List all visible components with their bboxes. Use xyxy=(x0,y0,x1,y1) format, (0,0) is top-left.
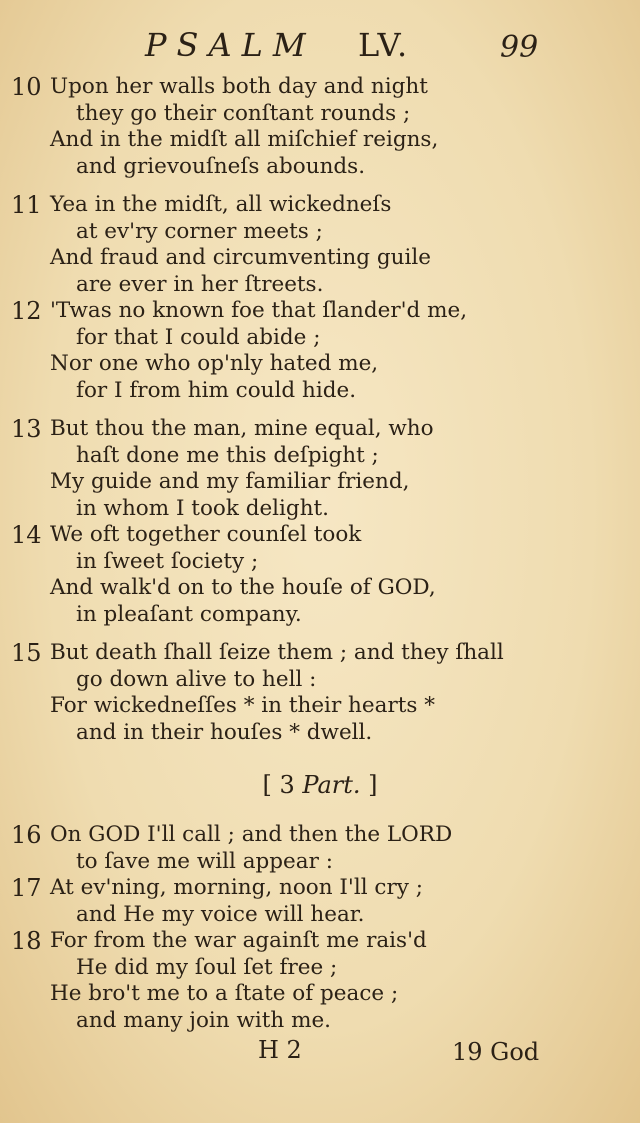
verse-line: And fraud and circumventing guile xyxy=(50,245,431,270)
stanza-18 xyxy=(0,928,640,1034)
stanza-15 xyxy=(0,640,640,746)
verse-line: 'Twas no known foe that ſlander'd me, xyxy=(50,298,468,323)
verse-number: 12 xyxy=(11,297,42,325)
page-footer xyxy=(0,1036,640,1076)
verse-line: But thou the man, mine equal, who xyxy=(50,416,434,441)
verse-line: and grievouſneſs abounds. xyxy=(76,153,366,179)
stanza-11 xyxy=(0,192,640,298)
signature-mark: H 2 xyxy=(258,1036,302,1064)
stanza-17 xyxy=(0,875,640,928)
verse-line: My guide and my familiar friend, xyxy=(50,469,410,494)
verse-line: We oft together counſel took xyxy=(50,522,362,547)
verse-number: 15 xyxy=(11,639,42,667)
verse-line: Nor one who op'nly hated me, xyxy=(50,351,379,376)
verse-line: He bro't me to a ſtate of peace ; xyxy=(50,981,399,1006)
verse-line: are ever in her ſtreets. xyxy=(76,271,324,297)
verse-number: 14 xyxy=(11,521,42,549)
catchword: 19 God xyxy=(452,1038,540,1066)
verse-line: For from the war againſt me rais'd xyxy=(50,928,427,953)
verse-number: 13 xyxy=(11,415,42,443)
verse-line: they go their conſtant rounds ; xyxy=(76,100,411,126)
verse-line: For wickedneſſes * in their hearts * xyxy=(50,693,435,718)
stanza-16 xyxy=(0,822,640,875)
verses xyxy=(0,74,640,1034)
part-close: ] xyxy=(368,771,378,799)
verse-number: 18 xyxy=(11,927,42,955)
verse-line: But death ſhall ſeize them ; and they ſhall xyxy=(50,640,504,665)
verse-line: On GOD I'll call ; and then the LORD xyxy=(50,822,453,847)
verse-line: haſt done me this deſpight ; xyxy=(76,442,379,468)
page-header xyxy=(0,24,640,74)
verse-line: go down alive to hell : xyxy=(76,666,317,692)
stanza-13 xyxy=(0,416,640,522)
stanza-12 xyxy=(0,298,640,404)
verse-line: for that I could abide ; xyxy=(76,324,321,350)
part-open: [ 3 xyxy=(262,771,295,799)
verse-line: And in the midſt all miſchief reigns, xyxy=(50,127,439,152)
verse-number: 11 xyxy=(11,191,42,219)
verse-line: Yea in the midſt, all wickedneſs xyxy=(50,192,392,217)
verse-line: and He my voice will hear. xyxy=(76,901,365,927)
verse-line: Upon her walls both day and night xyxy=(50,74,428,99)
verse-line: He did my ſoul ſet free ; xyxy=(76,954,338,980)
verse-line: for I from him could hide. xyxy=(76,377,357,403)
stanza-14 xyxy=(0,522,640,628)
verse-line: to ſave me will appear : xyxy=(76,848,333,874)
stanza-10 xyxy=(0,74,640,180)
verse-line: in ſweet ſociety ; xyxy=(76,548,259,574)
verse-line: At ev'ning, morning, noon I'll cry ; xyxy=(50,875,423,900)
verse-line: in whom I took delight. xyxy=(76,495,330,521)
verse-line: and in their houſes * dwell. xyxy=(76,719,373,745)
running-title: PSALM xyxy=(145,26,316,64)
verse-number: 17 xyxy=(11,874,42,902)
verse-number: 10 xyxy=(11,73,42,101)
page-number: 99 xyxy=(500,30,539,65)
verse-line: at ev'ry corner meets ; xyxy=(76,218,323,244)
verse-line: and many join with me. xyxy=(76,1007,332,1033)
psalm-number: LV. xyxy=(358,26,410,64)
part-heading xyxy=(0,756,640,814)
part-label: Part. xyxy=(302,771,361,799)
verse-line: in pleaſant company. xyxy=(76,601,302,627)
verse-line: And walk'd on to the houſe of GOD, xyxy=(50,575,436,600)
verse-number: 16 xyxy=(11,821,42,849)
